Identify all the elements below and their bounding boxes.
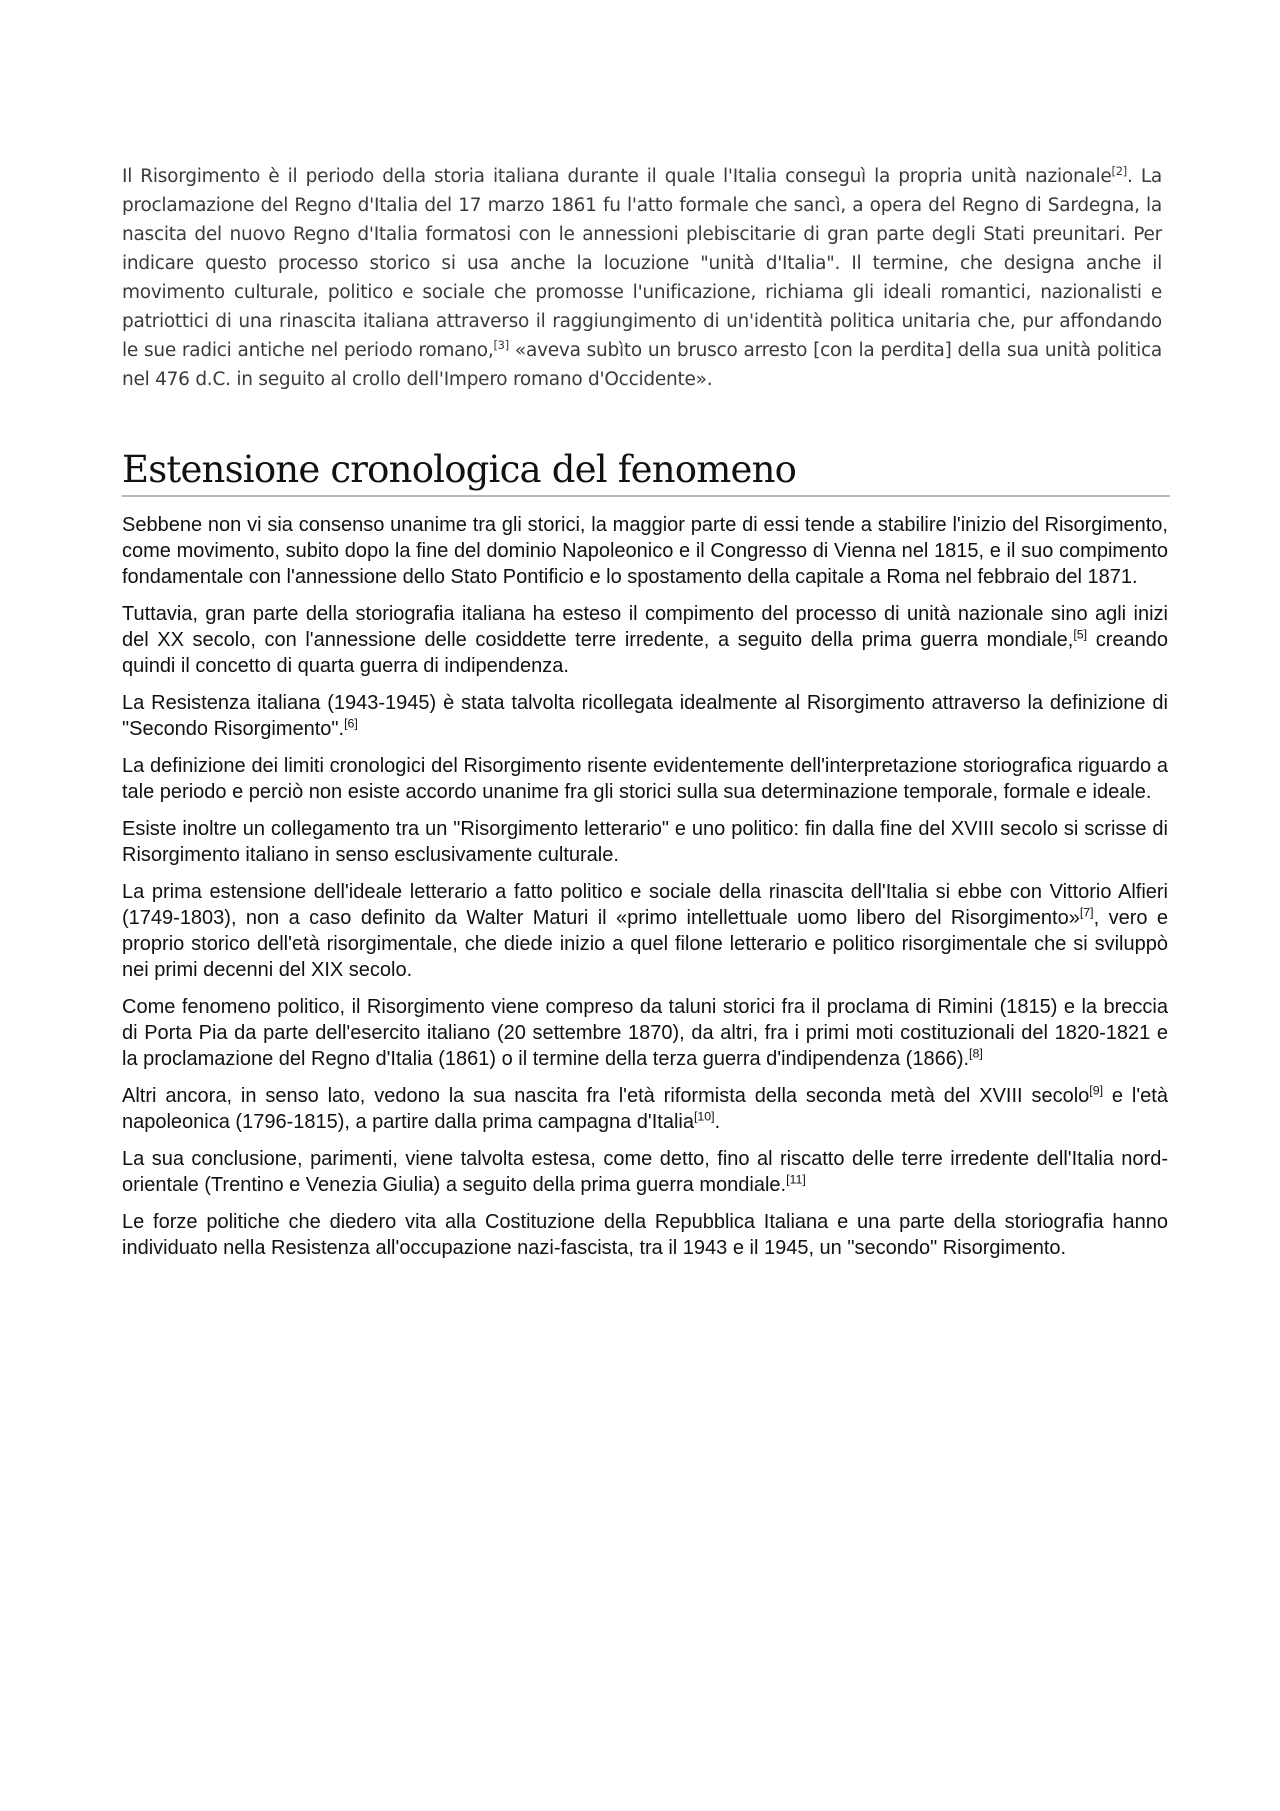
paragraph-8-text-b: e l'età napoleonica (1796-1815), a partire dalla prima campagna d'Italia xyxy=(122,1085,1168,1133)
footnote-ref-8[interactable]: [8] xyxy=(969,1046,983,1061)
paragraph-2-text-b: creando quindi il concetto di quarta guerra di indipendenza. xyxy=(122,629,1168,677)
paragraph-5: Esiste inoltre un collegamento tra un "Risorgimento letterario" e uno politico: fin dalla fine del XVIII secolo si scrisse di Risorgimento italiano in senso esclusivamente culturale. xyxy=(122,818,1168,866)
intro-text-3: «aveva subìto un brusco arresto [con la perdita] della sua unità politica nel 476 d.C. in seguito al crollo dell'Impero romano d'Occidente». xyxy=(122,340,1162,390)
paragraph-6 xyxy=(122,879,1168,983)
intro-text-2: . La proclamazione del Regno d'Italia del 17 marzo 1861 fu l'atto formale che sancì, a opera del Regno di Sardegna, la nascita del nuovo Regno d'Italia formatosi con le annessioni plebiscitarie di gran parte degli Stati preunitari. Per indicare questo processo storico si usa anche la locuzione "unità d'Italia". Il termine, che designa anche il movimento culturale, politico e sociale che promosse l'unificazione, richiama gli ideali romantici, nazionalisti e patriottici di una rinascita italiana attraverso il raggiungimento di un'identità politica unitaria che, pur affondando le sue radici antiche nel periodo romano, xyxy=(122,166,1162,361)
paragraph-2 xyxy=(122,601,1168,679)
footnote-ref-9[interactable]: [9] xyxy=(1089,1083,1104,1098)
paragraph-6-text-a: La prima estensione dell'ideale letterario a fatto politico e sociale della rinascita dell'Italia si ebbe con Vittorio Alfieri (1749-1803), non a caso definito da Walter Maturi il «primo intellettuale uomo libero del Risorgimento» xyxy=(122,881,1168,929)
paragraph-8-text-a: Altri ancora, in senso lato, vedono la sua nascita fra l'età riformista della seconda metà del XVIII secolo xyxy=(122,1085,1090,1107)
paragraph-10: Le forze politiche che diedero vita alla Costituzione della Repubblica Italiana e una parte della storiografia hanno individuato nella Resistenza all'occupazione nazi-fascista, tra il 1943 e il 1945, un "secondo" Risorgimento. xyxy=(122,1211,1168,1259)
paragraph-8 xyxy=(122,1083,1168,1135)
paragraph-6-text-b: , vero e proprio storico dell'età risorgimentale, che diede inizio a quel filone letterario e politico risorgimentale che si sviluppò nei primi decenni del XIX secolo. xyxy=(122,907,1168,981)
footnote-ref-11[interactable]: [11] xyxy=(786,1172,806,1187)
footnote-ref-10[interactable]: [10] xyxy=(693,1109,715,1124)
footnote-ref-5[interactable]: [5] xyxy=(1073,627,1088,642)
paragraph-7 xyxy=(122,994,1168,1072)
paragraph-7-text: Come fenomeno politico, il Risorgimento viene compreso da taluni storici fra il proclama di Rimini (1815) e la breccia di Porta Pia da parte dell'esercito italiano (20 settembre 1870), da altri, fra i primi moti costituzionali del 1820-1821 e la proclamazione del Regno d'Italia (1861) o il termine della terza guerra d'indipendenza (1866). xyxy=(122,996,1168,1070)
paragraph-4: La definizione dei limiti cronologici del Risorgimento risente evidentemente dell'interpretazione storiografica riguardo a tale periodo e perciò non esiste accordo unanime fra gli storici sulla sua determinazione temporale, formale e ideale. xyxy=(122,755,1168,803)
paragraph-8-text-c: . xyxy=(714,1111,721,1133)
paragraph-1: Sebbene non vi sia consenso unanime tra gli storici, la maggior parte di essi tende a stabilire l'inizio del Risorgimento, come movimento, subito dopo la fine del dominio Napoleonico e il Congresso di Vienna nel 1815, e il suo compimento fondamentale con l'annessione dello Stato Pontificio e lo spostamento della capitale a Roma nel febbraio del 1871. xyxy=(122,514,1168,588)
paragraph-2-text-a: Tuttavia, gran parte della storiografia italiana ha esteso il compimento del processo di unità nazionale sino agli inizi del XX secolo, con l'annessione delle cosiddette terre irredente, a seguito della prima guerra mondiale, xyxy=(122,603,1168,651)
paragraph-9 xyxy=(122,1146,1168,1198)
intro-paragraph xyxy=(122,162,1162,394)
footnote-ref-3[interactable]: [3] xyxy=(493,337,509,352)
paragraph-3-text: La Resistenza italiana (1943-1945) è stata talvolta ricollegata idealmente al Risorgimento attraverso la definizione di "Secondo Risorgimento". xyxy=(122,692,1168,740)
footnote-ref-6[interactable]: [6] xyxy=(344,716,358,731)
paragraph-9-text: La sua conclusione, parimenti, viene talvolta estesa, come detto, fino al riscatto delle terre irredente dell'Italia nord-orientale (Trentino e Venezia Giulia) a seguito della prima guerra mondiale. xyxy=(122,1148,1168,1196)
section-heading: Estensione cronologica del fenomeno xyxy=(122,448,1170,497)
intro-text-1: Il Risorgimento è il periodo della storia italiana durante il quale l'Italia conseguì la propria unità nazionale xyxy=(122,166,1112,187)
paragraph-3 xyxy=(122,690,1168,742)
section-body xyxy=(122,512,1168,1272)
footnote-ref-7[interactable]: [7] xyxy=(1079,905,1094,920)
footnote-ref-2[interactable]: [2] xyxy=(1111,163,1128,178)
